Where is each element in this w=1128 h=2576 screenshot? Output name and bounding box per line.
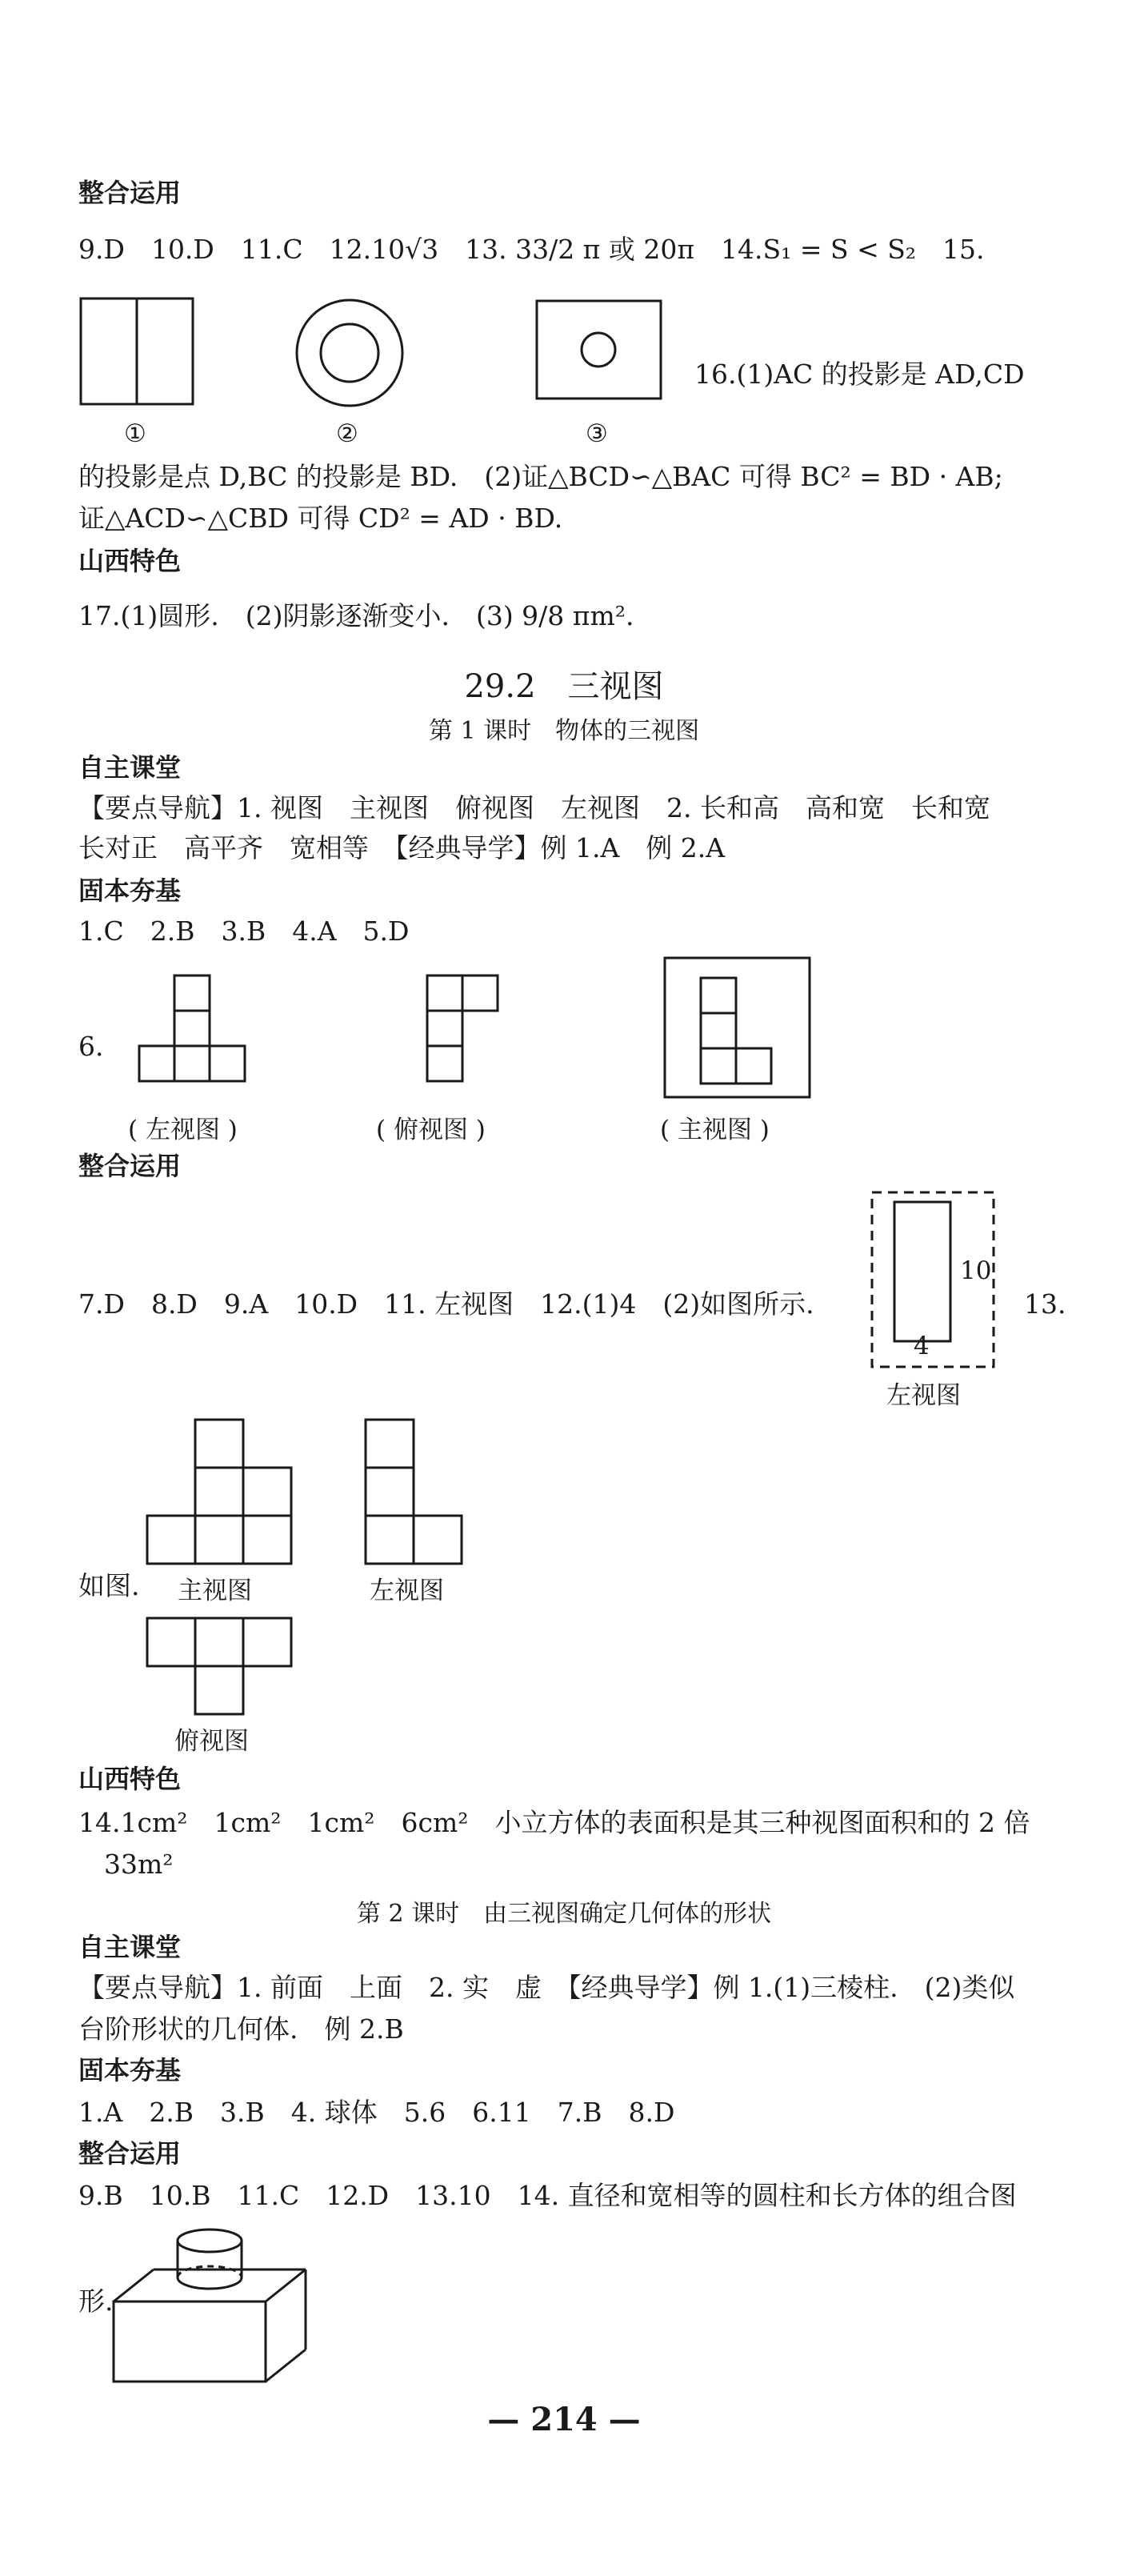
section-heading: 自主课堂	[78, 752, 182, 783]
dimension-label: 10	[960, 1256, 992, 1285]
projection-figure-1	[80, 298, 196, 410]
top-view-grid	[426, 975, 506, 1087]
question-number: 13.	[1024, 1288, 1066, 1320]
projection-figure-2	[294, 298, 406, 410]
answer-line: 证△ACD∽△CBD 可得 CD² = AD · BD.	[78, 503, 563, 534]
section-heading: 自主课堂	[78, 1932, 182, 1962]
section-heading: 整合运用	[78, 178, 182, 208]
question-number: 6.	[78, 1031, 104, 1062]
top-view-grid-q13	[146, 1617, 294, 1717]
lesson-title: 第 1 课时 物体的三视图	[428, 717, 700, 745]
main-view-grid	[664, 957, 816, 1105]
section-heading: 山西特色	[78, 1764, 182, 1794]
figure-caption: ( 左视图 )	[128, 1116, 238, 1144]
answer-line: 台阶形状的几何体. 例 2.B	[78, 2013, 404, 2045]
answer-line: 形.	[78, 2286, 114, 2317]
answer-line: 16.(1)AC 的投影是 AD,CD	[694, 359, 1025, 390]
figure-caption: ( 俯视图 )	[376, 1116, 486, 1144]
answer-line: 的投影是点 D,BC 的投影是 BD. (2)证△BCD∽△BAC 可得 BC² = BD · AB;	[78, 461, 1003, 492]
figure-caption: 主视图	[178, 1576, 252, 1605]
figure-caption: ( 主视图 )	[660, 1116, 770, 1144]
projection-figure-3	[536, 300, 664, 404]
figure-caption: 俯视图	[174, 1727, 249, 1756]
answer-line: 如图.	[78, 1570, 140, 1601]
figure-label: ①	[124, 419, 146, 448]
section-heading: 整合运用	[78, 2138, 182, 2169]
answer-line: 9.D 10.D 11.C 12.10√3 13. 33/2 π 或 20π 14.S₁ = S < S₂ 15.	[78, 234, 985, 265]
figure-caption: 左视图	[370, 1576, 444, 1605]
cylinder-on-box-figure	[112, 2225, 320, 2393]
answer-line: 1.A 2.B 3.B 4. 球体 5.6 6.11 7.B 8.D	[78, 2097, 675, 2128]
main-view-grid-q13	[146, 1418, 294, 1566]
section-heading: 山西特色	[78, 546, 182, 576]
figure-label: ②	[336, 419, 358, 448]
answer-line: 【要点导航】1. 前面 上面 2. 实 虚 【经典导学】例 1.(1)三棱柱. (2)类似	[78, 1972, 1015, 2003]
answer-line: 14.1cm² 1cm² 1cm² 6cm² 小立方体的表面积是其三种视图面积和的 2 倍	[78, 1807, 1030, 1838]
dimension-label: 4	[914, 1332, 930, 1360]
page-number: — 214 —	[487, 2401, 641, 2438]
answer-line: 长对正 高平齐 宽相等 【经典导学】例 1.A 例 2.A	[78, 832, 726, 863]
left-view-grid	[138, 975, 250, 1087]
section-heading: 整合运用	[78, 1151, 182, 1181]
answer-line: 33m²	[104, 1849, 174, 1880]
section-title: 29.2 三视图	[464, 668, 664, 705]
lesson-title: 第 2 课时 由三视图确定几何体的形状	[356, 1900, 772, 1928]
section-heading: 固本夯基	[78, 875, 182, 906]
section-heading: 固本夯基	[78, 2055, 182, 2085]
answer-line: 【要点导航】1. 视图 主视图 俯视图 左视图 2. 长和高 高和宽 长和宽	[78, 792, 990, 823]
answer-line: 1.C 2.B 3.B 4.A 5.D	[78, 915, 410, 947]
answer-line: 9.B 10.B 11.C 12.D 13.10 14. 直径和宽相等的圆柱和长方体的组合图	[78, 2180, 1017, 2211]
figure-caption: 左视图	[886, 1381, 961, 1410]
answer-line: 7.D 8.D 9.A 10.D 11. 左视图 12.(1)4 (2)如图所示.	[78, 1288, 814, 1320]
answer-line: 17.(1)圆形. (2)阴影逐渐变小. (3) 9/8 πm².	[78, 600, 634, 631]
left-view-grid-q13	[364, 1418, 464, 1566]
figure-label: ③	[586, 419, 608, 448]
